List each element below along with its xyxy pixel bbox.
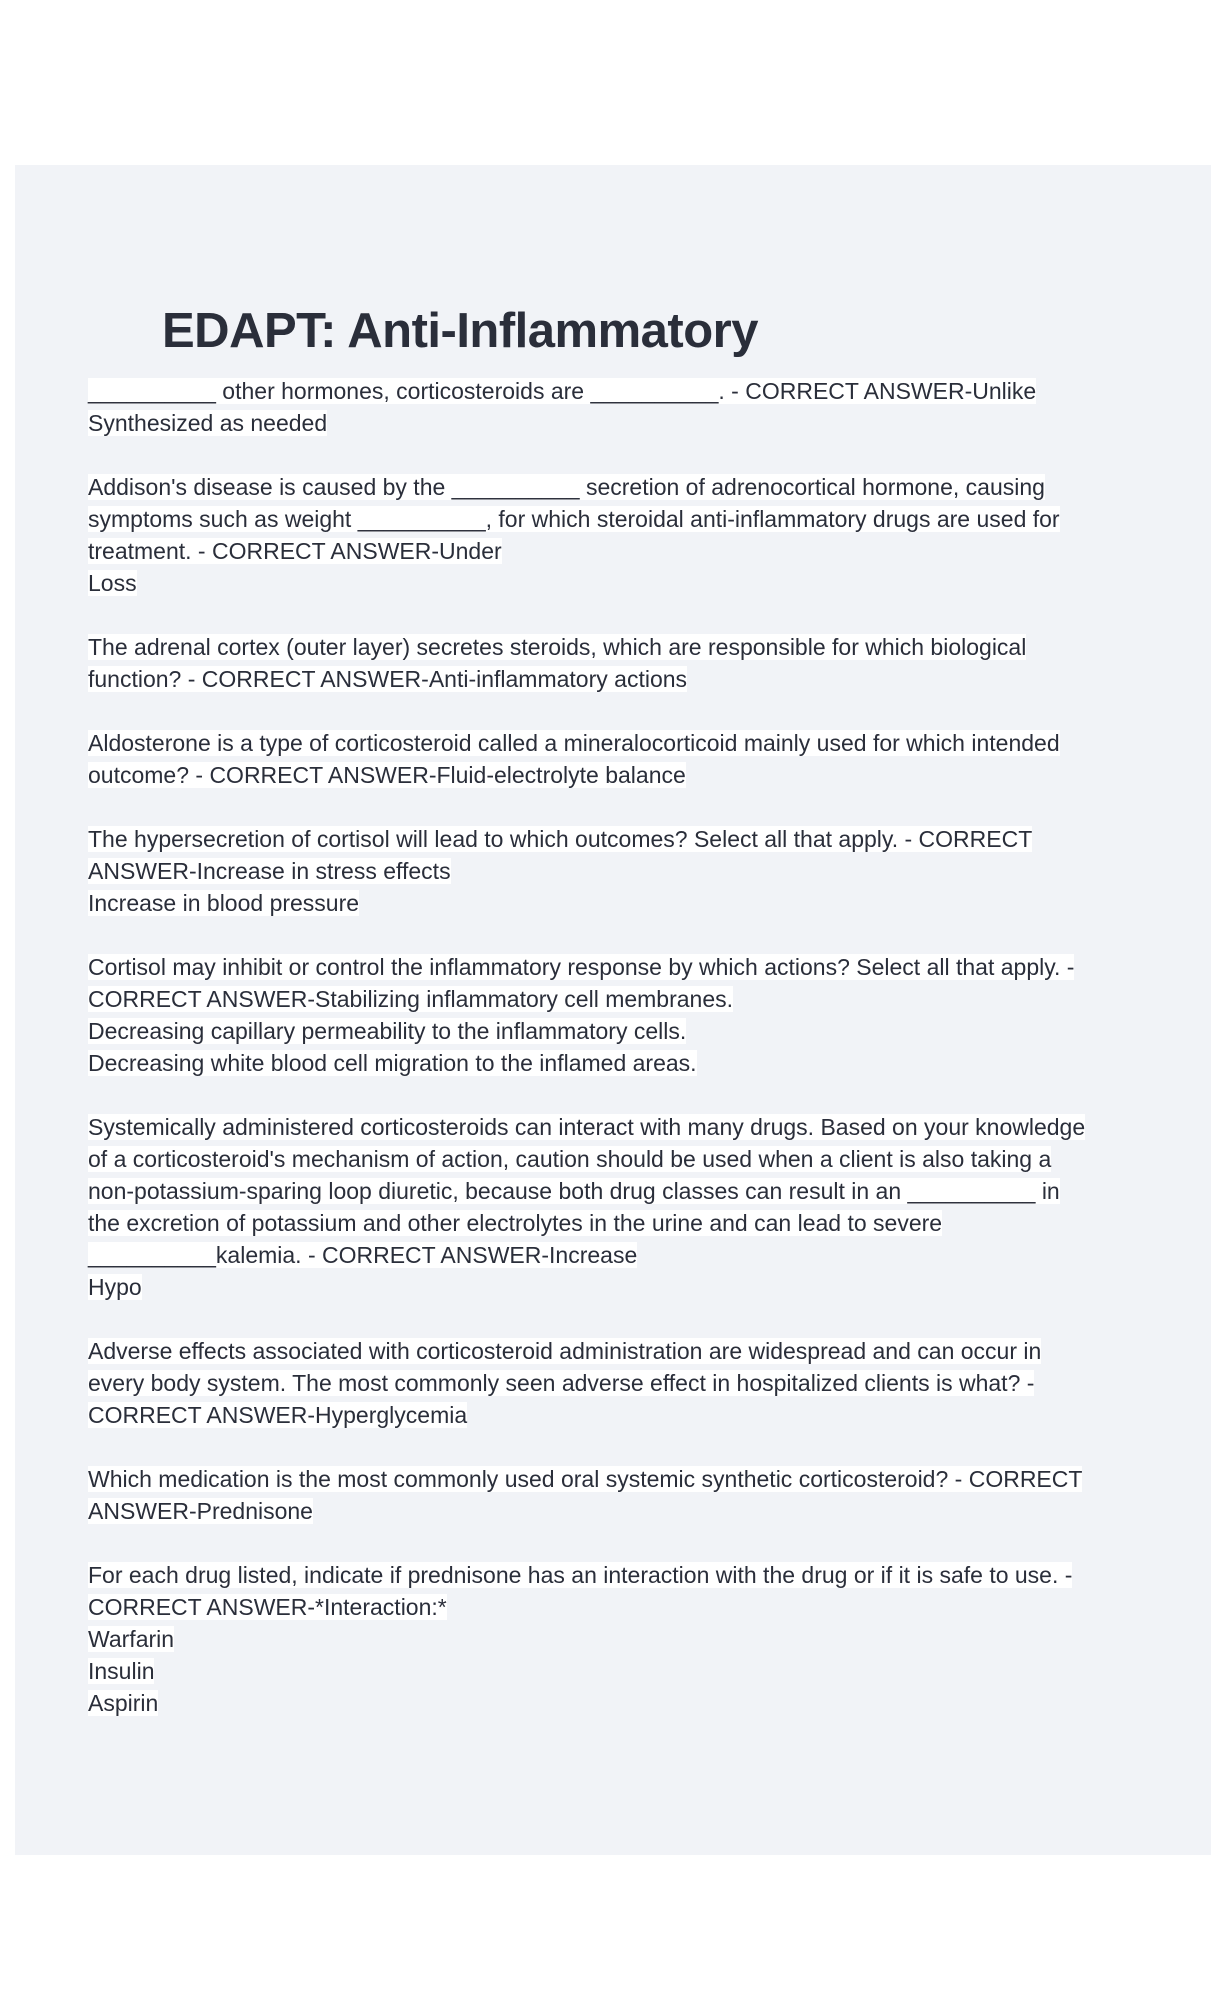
- qa-line: [88, 855, 1148, 887]
- qa-line: [88, 887, 1148, 919]
- qa-line-text: Decreasing white blood cell migration to the inflamed areas.: [88, 1050, 697, 1076]
- qa-line: [88, 1015, 1148, 1047]
- qa-item: [88, 727, 1148, 791]
- qa-item: [88, 951, 1148, 1079]
- qa-line: [88, 1655, 1148, 1687]
- qa-line-text: Aspirin: [88, 1690, 159, 1716]
- qa-line: [88, 1591, 1148, 1623]
- qa-line-text: Systemically administered corticosteroids can interact with many drugs. Based on your knowledge: [88, 1114, 1086, 1140]
- qa-line: [88, 1047, 1148, 1079]
- qa-item: [88, 823, 1148, 919]
- qa-line-text: ANSWER-Increase in stress effects: [88, 858, 451, 884]
- qa-line-text: For each drug listed, indicate if prednisone has an interaction with the drug or if it is safe to use. -: [88, 1562, 1073, 1588]
- qa-line: [88, 823, 1148, 855]
- qa-line-text: __________ other hormones, corticosteroids are __________. - CORRECT ANSWER-Unlike: [88, 378, 1037, 404]
- qa-line-text: Adverse effects associated with corticosteroid administration are widespread and can occur in: [88, 1338, 1042, 1364]
- qa-line: [88, 1623, 1148, 1655]
- qa-line: [88, 727, 1148, 759]
- qa-item: [88, 375, 1148, 439]
- qa-line-text: function? - CORRECT ANSWER-Anti-inflammatory actions: [88, 666, 688, 692]
- qa-line-text: of a corticosteroid's mechanism of action, caution should be used when a client is also taking a: [88, 1146, 1052, 1172]
- qa-line-text: Insulin: [88, 1658, 155, 1684]
- qa-line-text: Warfarin: [88, 1626, 175, 1652]
- qa-line-text: Addison's disease is caused by the __________ secretion of adrenocortical hormone, causing: [88, 474, 1045, 500]
- qa-item: [88, 1335, 1148, 1431]
- qa-line-text: __________kalemia. - CORRECT ANSWER-Increase: [88, 1242, 638, 1268]
- qa-line-text: Cortisol may inhibit or control the inflammatory response by which actions? Select all that apply. -: [88, 954, 1075, 980]
- qa-line: [88, 1207, 1148, 1239]
- qa-line: [88, 631, 1148, 663]
- qa-line-text: Decreasing capillary permeability to the inflammatory cells.: [88, 1018, 687, 1044]
- qa-line-text: outcome? - CORRECT ANSWER-Fluid-electrolyte balance: [88, 762, 686, 788]
- qa-line-text: The hypersecretion of cortisol will lead to which outcomes? Select all that apply. - CORRECT: [88, 826, 1033, 852]
- qa-line: [88, 1239, 1148, 1271]
- qa-line-text: Synthesized as needed: [88, 410, 328, 436]
- qa-line: [88, 663, 1148, 695]
- qa-item: [88, 1559, 1148, 1719]
- qa-line: [88, 535, 1148, 567]
- qa-list: [88, 375, 1148, 1751]
- qa-line: [88, 1175, 1148, 1207]
- qa-line-text: Loss: [88, 570, 137, 596]
- qa-line: [88, 503, 1148, 535]
- qa-line-text: CORRECT ANSWER-Stabilizing inflammatory cell membranes.: [88, 986, 734, 1012]
- qa-line: [88, 375, 1148, 407]
- qa-line: [88, 1399, 1148, 1431]
- qa-line: [88, 951, 1148, 983]
- qa-line-text: CORRECT ANSWER-*Interaction:*: [88, 1594, 447, 1620]
- qa-line: [88, 1367, 1148, 1399]
- qa-line: [88, 1559, 1148, 1591]
- qa-line-text: the excretion of potassium and other electrolytes in the urine and can lead to severe: [88, 1210, 943, 1236]
- qa-item: [88, 471, 1148, 599]
- qa-line-text: every body system. The most commonly seen adverse effect in hospitalized clients is what? -: [88, 1370, 1035, 1396]
- qa-line-text: CORRECT ANSWER-Hyperglycemia: [88, 1402, 468, 1428]
- qa-line-text: Increase in blood pressure: [88, 890, 360, 916]
- qa-line-text: Hypo: [88, 1274, 142, 1300]
- qa-line: [88, 759, 1148, 791]
- qa-line-text: Aldosterone is a type of corticosteroid called a mineralocorticoid mainly used for which intended: [88, 730, 1060, 756]
- qa-line: [88, 1271, 1148, 1303]
- qa-line: [88, 471, 1148, 503]
- qa-line: [88, 1495, 1148, 1527]
- qa-line-text: non-potassium-sparing loop diuretic, because both drug classes can result in an __________ in: [88, 1178, 1060, 1204]
- document-title: EDAPT: Anti-Inflammatory: [162, 304, 759, 358]
- qa-line-text: treatment. - CORRECT ANSWER-Under: [88, 538, 502, 564]
- qa-line-text: The adrenal cortex (outer layer) secretes steroids, which are responsible for which biological: [88, 634, 1027, 660]
- qa-line: [88, 1143, 1148, 1175]
- qa-line-text: ANSWER-Prednisone: [88, 1498, 313, 1524]
- qa-line: [88, 1111, 1148, 1143]
- qa-line: [88, 1463, 1148, 1495]
- qa-item: [88, 631, 1148, 695]
- qa-line-text: Which medication is the most commonly used oral systemic synthetic corticosteroid? - CORRECT: [88, 1466, 1083, 1492]
- qa-item: [88, 1463, 1148, 1527]
- qa-line: [88, 1335, 1148, 1367]
- qa-line: [88, 407, 1148, 439]
- qa-line: [88, 983, 1148, 1015]
- qa-line: [88, 567, 1148, 599]
- qa-item: [88, 1111, 1148, 1303]
- qa-line: [88, 1687, 1148, 1719]
- qa-line-text: symptoms such as weight __________, for which steroidal anti-inflammatory drugs are used for: [88, 506, 1060, 532]
